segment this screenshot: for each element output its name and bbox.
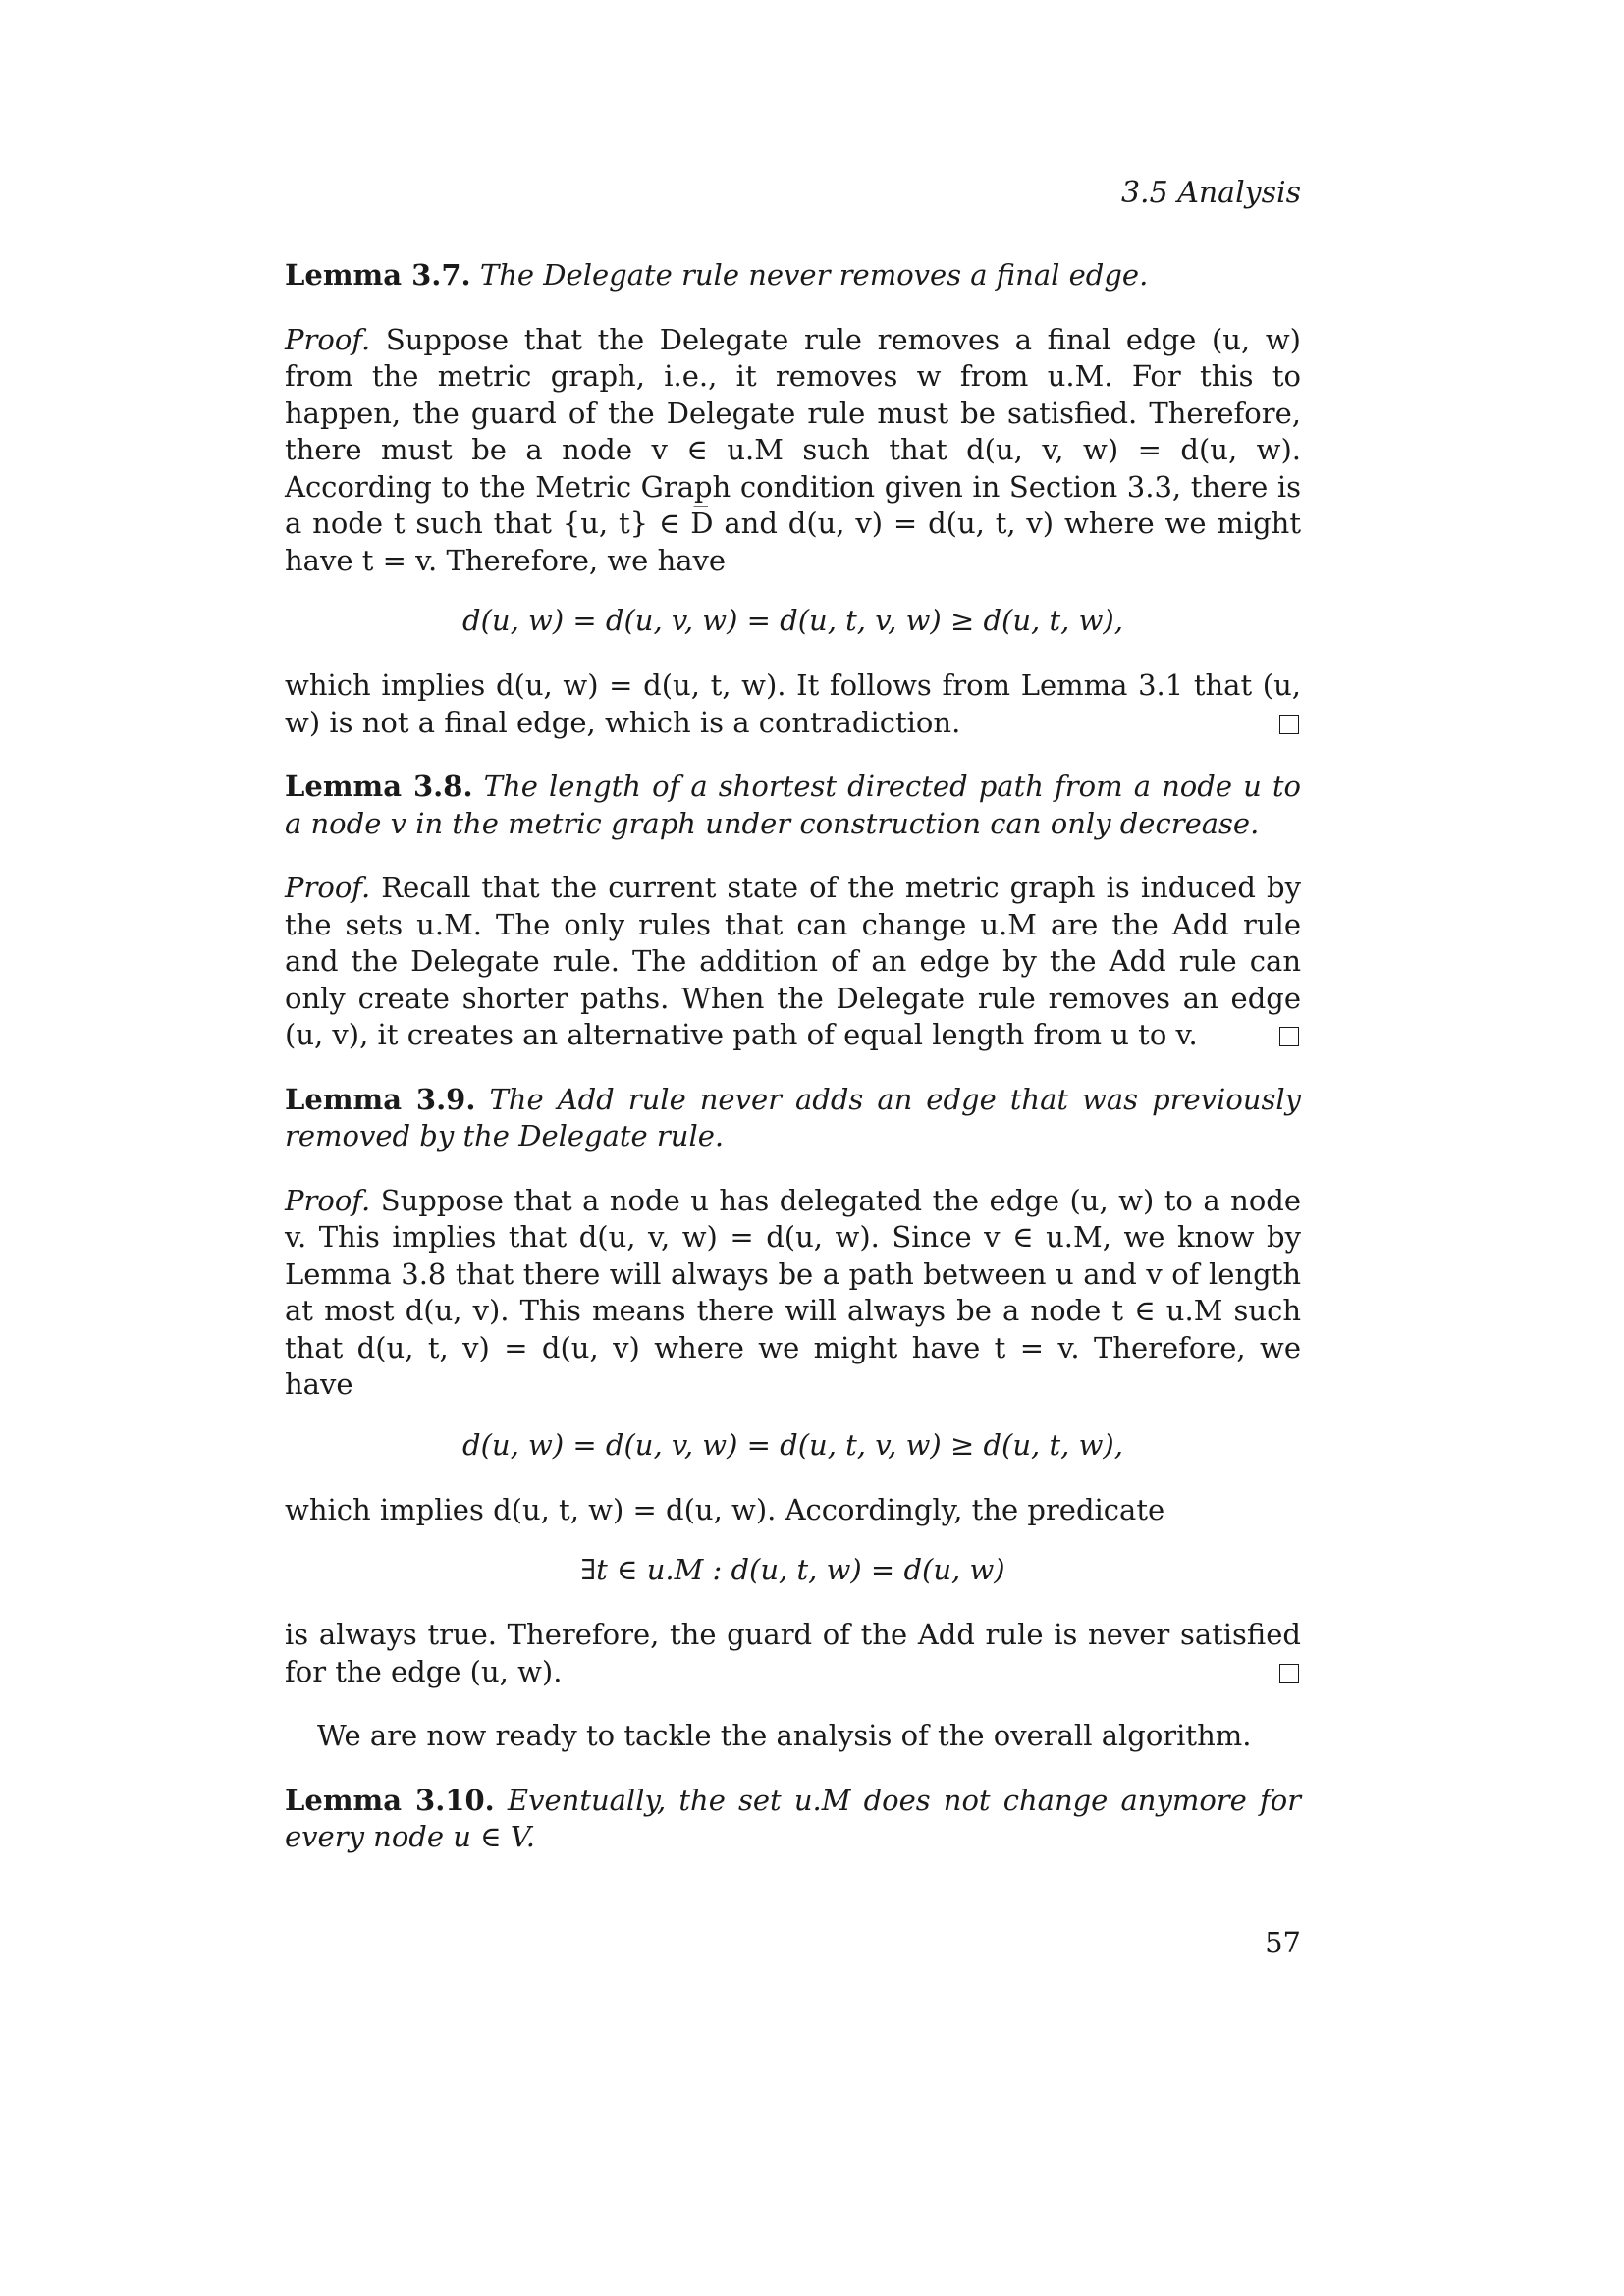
proof-paragraph bbox=[285, 1492, 1301, 1529]
proof-text: which implies d(u, w) = d(u, t, w). It follows from Lemma 3.1 that (u, w) is not a final edge, which is a contradiction. bbox=[285, 668, 1301, 739]
proof-paragraph bbox=[285, 1617, 1301, 1690]
proof-3-9 bbox=[285, 1183, 1301, 1691]
qed-icon bbox=[1279, 1664, 1299, 1683]
lemma-3-9 bbox=[285, 1082, 1301, 1155]
lemma-statement: The Delegate rule never removes a final edge. bbox=[479, 258, 1149, 292]
display-equation: ∃t ∈ u.M : d(u, t, w) = d(u, w) bbox=[580, 1553, 1005, 1586]
display-equation: d(u, w) = d(u, v, w) = d(u, t, v, w) ≥ d(u, t, w), bbox=[462, 1427, 1123, 1462]
page-number: 57 bbox=[1265, 1926, 1301, 1959]
proof-label: Proof. bbox=[285, 1183, 371, 1217]
proof-3-7 bbox=[285, 322, 1301, 742]
qed-icon bbox=[1279, 715, 1299, 734]
qed-icon bbox=[1279, 1027, 1299, 1046]
lemma-3-10 bbox=[285, 1783, 1301, 1856]
proof-paragraph bbox=[285, 870, 1301, 1054]
lemma-heading: Lemma 3.9. bbox=[285, 1082, 476, 1116]
proof-3-8 bbox=[285, 870, 1301, 1054]
proof-text: Recall that the current state of the metric graph is induced by the sets u.M. The only rules that can change u.M are the Add rule and the Delegate rule. The addition of an edge by the Add rule can only create shorter paths. When the Delegate rule removes an edge (u, v), it creates an alternative path of equal length from u to v. bbox=[285, 871, 1301, 1051]
display-equation: d(u, w) = d(u, v, w) = d(u, t, v, w) ≥ d(u, t, w), bbox=[462, 604, 1123, 637]
proof-paragraph bbox=[285, 322, 1301, 580]
lemma-3-8 bbox=[285, 769, 1301, 842]
proof-paragraph bbox=[285, 1183, 1301, 1404]
lemma-statement: Eventually, the set u.M does not change anymore for every node u ∈ V. bbox=[285, 1783, 1302, 1853]
page-body bbox=[285, 257, 1301, 1884]
proof-paragraph bbox=[285, 667, 1301, 741]
lemma-heading: Lemma 3.7. bbox=[285, 258, 471, 292]
proof-text: which implies d(u, t, w) = d(u, w). Accordingly, the predicate bbox=[285, 1492, 1165, 1526]
running-head: 3.5 Analysis bbox=[1120, 176, 1301, 210]
proof-label: Proof. bbox=[285, 871, 371, 904]
transition-paragraph: We are now ready to tackle the analysis of the overall algorithm. bbox=[317, 1719, 1252, 1752]
proof-label: Proof. bbox=[285, 322, 371, 356]
lemma-statement: The length of a shortest directed path from a node u to a node v in the metric graph under construction can only decrease. bbox=[285, 770, 1301, 840]
lemma-heading: Lemma 3.8. bbox=[285, 770, 473, 803]
page bbox=[285, 167, 1301, 2228]
lemma-3-7 bbox=[285, 257, 1301, 294]
lemma-statement: The Add rule never adds an edge that was previously removed by the Delegate rule. bbox=[285, 1082, 1301, 1152]
proof-text: Suppose that the Delegate rule removes a final edge (u, w) from the metric graph, i.e., it removes w from u.M. For this to happen, the guard of the Delegate rule must be satisfied. Therefore, there must be a node v ∈ u.M such that d(u, v, w) = d(u, w). According to the Metric Graph condition given in Section 3.3, there is a node t such that {u, t} ∈ D̅ and d(u, v) = d(u, t, v) where we might have t = v. Therefore, we have bbox=[285, 322, 1302, 577]
lemma-heading: Lemma 3.10. bbox=[285, 1783, 495, 1817]
proof-text: is always true. Therefore, the guard of the Add rule is never satisfied for the edge (u, w). bbox=[285, 1618, 1301, 1688]
proof-text: Suppose that a node u has delegated the edge (u, w) to a node v. This implies that d(u, v, w) = d(u, w). Since v ∈ u.M, we know by Lemma 3.8 that there will always be a path between u and v of length at most d(u, v). This means there will always be a node t ∈ u.M such that d(u, t, v) = d(u, v) where we might have t = v. Therefore, we have bbox=[285, 1183, 1302, 1401]
